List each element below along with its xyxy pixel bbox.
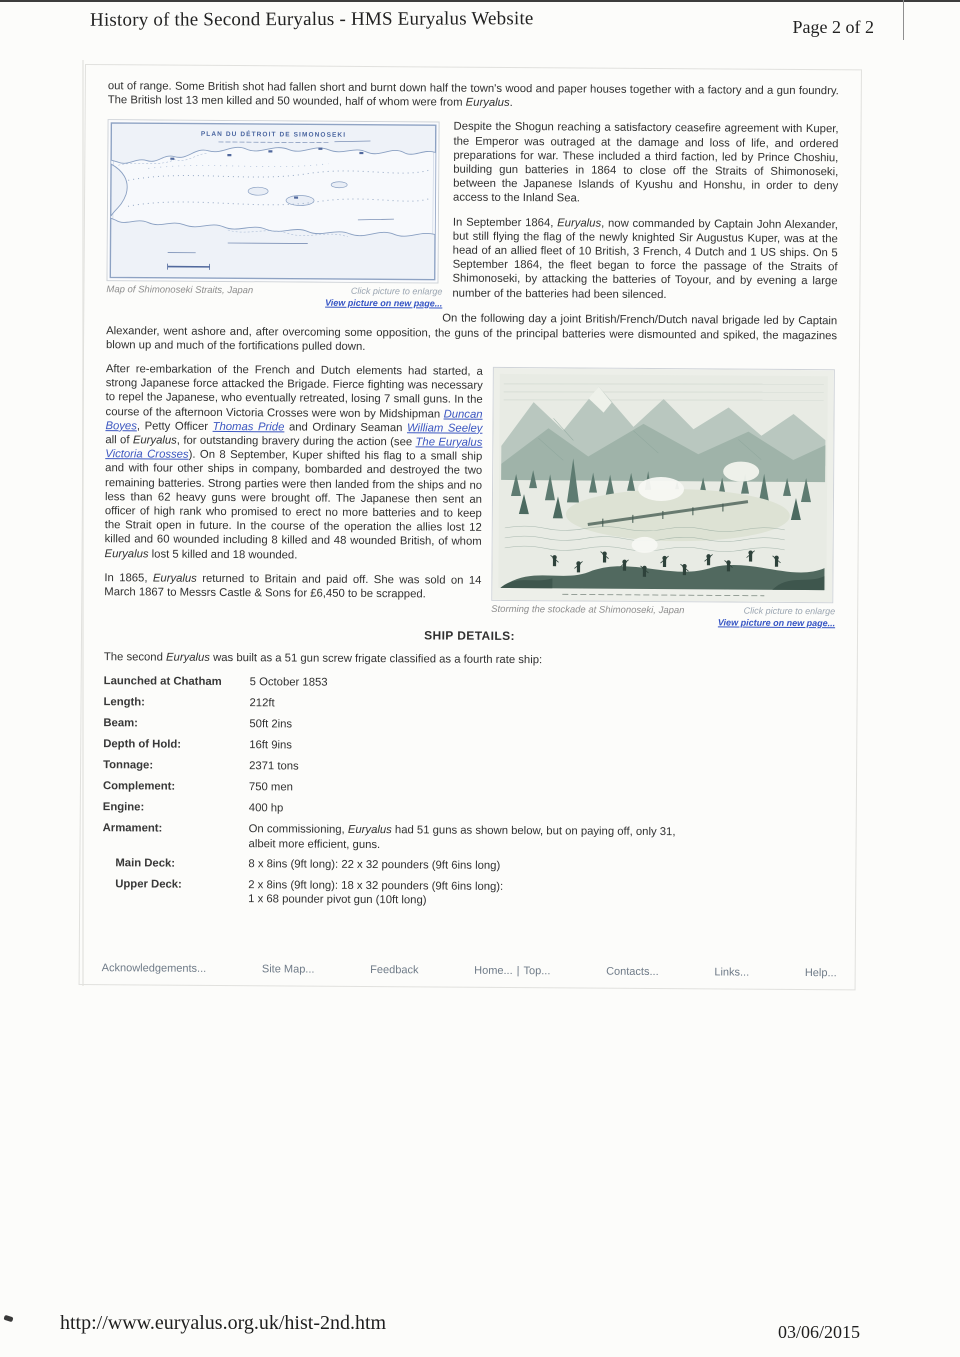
spec-value: 8 x 8ins (9ft long): 22 x 32 pounders (9ft 6ins long) [248,857,501,872]
scan-speck [3,1315,13,1323]
page-content [79,64,862,990]
italic-text: Euryalus [165,651,211,665]
text-run: In 1865, [104,572,153,585]
spec-row [103,738,834,758]
section-shimonoseki-map [106,118,839,358]
text-run: After re-embarkation of the French and Dutch elements had started, a strong Japanese force attacked the Brigade. Fierce fighting was necessary to repel the Japanese, who eventually retreated, losing 7 small guns. In the course of the afternoon Victoria Crosses were won by Midshipman [105,363,483,421]
duncan-boyes-link[interactable]: Duncan Boyes [105,408,483,433]
text-run: In September 1864, [452,216,558,229]
nav-cell [606,964,659,979]
text-run: lost 5 killed and 18 wounded. [148,548,298,562]
ship-details-intro [104,650,835,669]
spec-row [102,877,833,911]
text-run: out of range. Some British shot had fallen short and burnt down half the town's wood and paper houses together with a factory and a gun foundry. The British lost 13 men killed and 50 wounded, half of whom were from [107,80,839,109]
text-run: On commissioning, [248,823,348,837]
map-enlarge-hint: Click picture to enlarge [350,286,443,297]
nav-cell [370,963,418,978]
nav-link-home[interactable]: Home... [474,964,513,977]
map-view-link[interactable]: View picture on new page... [325,297,443,309]
william-seeley-link[interactable]: William Seeley [406,422,483,435]
spec-row [103,717,834,737]
stockade-image[interactable] [491,367,835,603]
text-run: The second [103,651,167,664]
nav-cell [805,966,837,980]
spec-value [249,823,699,855]
spec-row [103,696,834,716]
nav-link-feedback[interactable]: Feedback [370,963,419,977]
ship-details-heading: SHIP DETAILS: [424,628,515,644]
nav-link-contacts[interactable]: Contacts... [606,965,659,978]
footer-nav [102,961,837,980]
nav-link-site-map[interactable]: Site Map... [261,963,315,976]
spec-value: 5 October 1853 [249,676,328,690]
nav-cell [102,961,207,976]
paragraph-intro [108,79,839,113]
italic-text: Euryalus [347,824,392,837]
spec-row [103,780,834,800]
stockade-enlarge-hint: Click picture to enlarge [743,605,836,617]
section-stockade [104,362,837,628]
page-number-label: Page 2 of 2 [792,17,874,37]
spec-label: Armament: [102,822,163,835]
spec-value: 750 men [248,781,293,794]
text-run: ). On 8 September, Kuper shifted his flag to a small ship and with four other ships in company, bombarded and destroyed the two remaining batteries. Strong parties were then landed from the ships and no less than 62 heavy guns were brought off. The Japanese then sent an officer of high rank who promised to erect no more batteries and to keep the Strait open in future. In the course of the operation the allies lost 12 killed and 60 wounded including 8 killed and 48 wounded British, of whom [104,448,483,549]
spec-row [103,801,834,821]
nav-cell [714,965,749,979]
document-header-title: History of the Second Euryalus - HMS Euryalus Website [89,8,534,31]
ship-spec-table [102,675,835,911]
italic-text: Euryalus [465,96,510,110]
italic-text: Euryalus [132,434,177,447]
spec-row [104,675,835,695]
nav-link-help[interactable]: Help... [804,966,837,980]
text-run: returned to Britain and paid off. She was sold on 14 March 1867 to Messrs Castle & Sons for £6,450 to be scrapped. [104,572,482,601]
stockade-caption-actions [718,605,835,629]
spec-label: Upper Deck: [115,878,182,891]
spec-row [103,759,834,779]
stockade-caption: Storming the stockade at Shimonoseki, Japan [491,603,685,617]
text-run: all of [105,434,133,447]
text-run: , now commanded by Captain John Alexander, but still flying the flag of the newly knighted Sir Augustus Kuper, was at the head of an allied fleet of 10 British, 3 French, 4 Dutch and 1 US ships. On 5 September 1864, the fleet began to force the passage of the Straits of Shimonoseki, by attacking the batteries of Toyour, and by evening a large number of the batteries had been silenced. [452,217,838,301]
stockade-caption-row [491,604,835,629]
text-run: and Ordinary Seaman [284,421,408,435]
map-caption-actions [325,286,442,310]
map-figure [106,120,443,310]
scan-edge-artifact-right [903,0,904,40]
text-run: . [509,97,513,110]
map-image[interactable] [106,120,439,284]
print-date: 03/06/2015 [777,1322,860,1342]
thomas-pride-link[interactable]: Thomas Pride [212,420,285,434]
nav-link-acknowledgements[interactable]: Acknowledgements... [101,961,207,975]
italic-text: Euryalus [152,572,197,585]
spec-label: Main Deck: [115,857,176,870]
text-run: , for outstanding bravery during the action (see [176,434,416,449]
text-run: was built as a 51 gun screw frigate classified as a fourth rate ship: [209,652,543,667]
spec-label: Beam: [103,717,138,730]
text-run: , Petty Officer [136,420,213,433]
stockade-view-link[interactable]: View picture on new page... [717,616,836,628]
map-caption: Map of Shimonoseki Straits, Japan [106,284,254,297]
spec-label: Depth of Hold: [103,738,182,752]
nav-cell [474,964,550,979]
spec-label: Complement: [102,780,176,794]
text-run: had 51 guns as shown below, but on paying off, only 31, albeit more efficient, guns. [248,824,676,851]
stockade-figure [491,367,837,629]
nav-link-links[interactable]: Links... [714,966,750,979]
spec-value: 2371 tons [249,760,299,773]
spec-value: 212ft [249,697,275,710]
spec-value: 16ft 9ins [249,739,293,752]
euryalus-victoria-crosses-link[interactable]: The Euryalus Victoria Crosses [105,436,483,461]
spec-value: 2 x 8ins (9ft long): 18 x 32 pounders (9ft 6ins long): 1 x 68 pounder pivot gun (10ft long) [248,878,504,907]
nav-cell [262,962,315,977]
spec-label: Engine: [102,801,145,814]
map-plate-title: PLAN DU DÉTROIT DE SIMONOSEKI [200,131,347,140]
spec-label: Length: [103,696,146,709]
spec-label: Tonnage: [103,759,154,772]
scan-edge-artifact-top [0,0,960,2]
paragraph-shogun-war-preparations: Despite the Shogun reaching a satisfactory ceasefire agreement with Kuper, the Emperor was outraged at the damage and loss of life, and ordered preparations for war. These included a third faction, led by Prince Choshiu, building gun batteries in 1864 to close off the Straits of Shimonoseki, between the Japanese Islands of Kyushu and Honshu, in order to deny access to the Inland Sea. [453,120,839,205]
italic-text: Euryalus [557,216,602,230]
nav-link-top[interactable]: Top... [523,964,551,978]
paragraph-following-day: On the following day a joint British/French/Dutch naval brigade led by Captain Alexander, went ashore and, after overcoming some opposition, the guns of the principal batteries were dismounted and spiked, the magazines blown up and much of the fortifications pulled down. [105,312,838,353]
spec-value: 400 hp [248,802,284,815]
spec-row [102,856,833,876]
nav-separator: | [516,964,520,977]
map-caption-row [106,285,442,310]
spec-row [103,822,834,856]
spec-value: 50ft 2ins [249,718,293,731]
source-url: http://www.euryalus.org.uk/hist-2nd.htm [60,1312,387,1334]
italic-text: Euryalus [104,547,149,561]
spec-label: Launched at Chatham [103,675,222,689]
